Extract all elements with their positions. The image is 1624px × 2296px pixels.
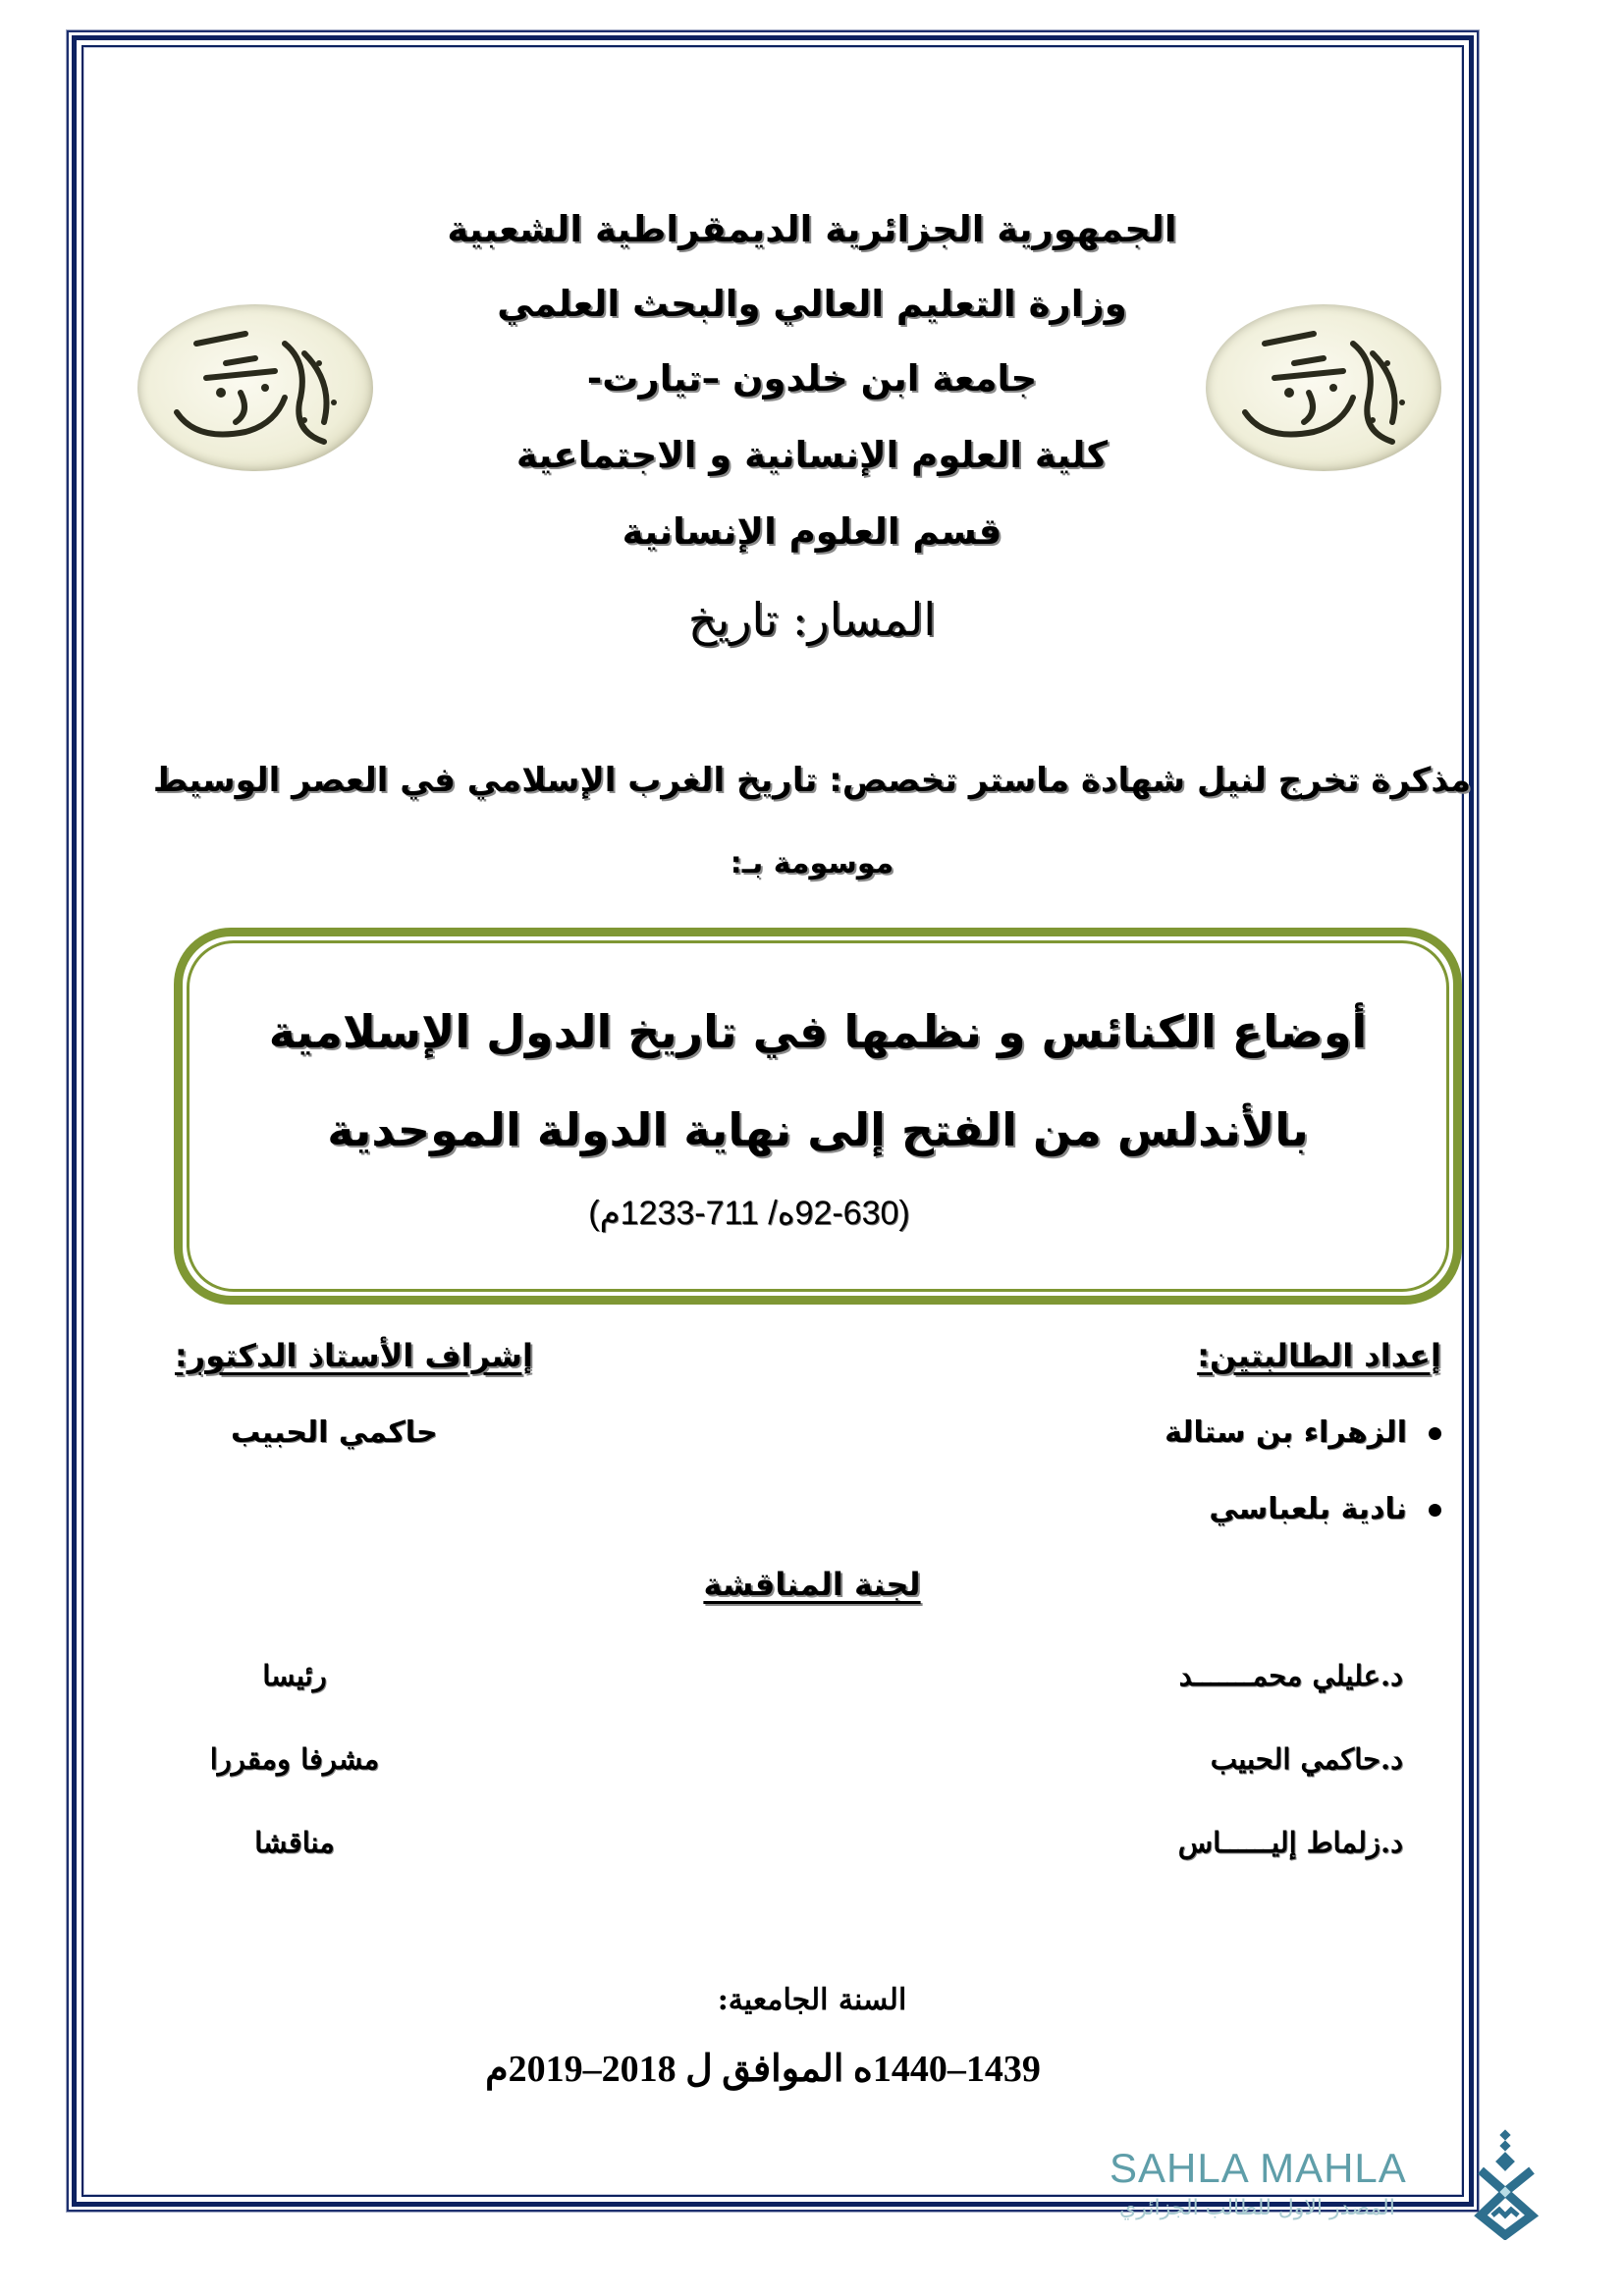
bullet-icon bbox=[1429, 1427, 1441, 1440]
track-label: المسار: تاريخ bbox=[687, 593, 937, 646]
student-name: نادية بلعباسي bbox=[1209, 1492, 1407, 1526]
department-name: قسم العلوم الإنسانية bbox=[622, 510, 1002, 553]
thesis-date-range: (92-630ه/ 711-1233م) bbox=[588, 1195, 910, 1232]
faculty-name: كلية العلوم الإنسانية و الاجتماعية bbox=[515, 434, 1109, 476]
student-item bbox=[1209, 1492, 1441, 1526]
bullet-icon bbox=[1429, 1504, 1441, 1517]
committee-member-name: د.زلماط إليــــــاس bbox=[1177, 1826, 1403, 1859]
degree-statement: مذكرة تخرج لنيل شهادة ماستر تخصص: تاريخ الغرب الإسلامي في العصر الوسيط bbox=[152, 761, 1472, 800]
academic-year-label: السنة الجامعية: bbox=[717, 1983, 907, 2017]
student-item bbox=[1164, 1415, 1441, 1450]
ministry-name: وزارة التعليم العالي والبحث العلمي bbox=[497, 283, 1127, 325]
committee-member-role: مشرفا ومقررا bbox=[209, 1742, 380, 1776]
thesis-title-line-1: أوضاع الكنائس و نظمها في تاريخ الدول الإسلامية bbox=[268, 1005, 1368, 1058]
thesis-title-line-2: بالأندلس من الفتح إلى نهاية الدولة الموحدية bbox=[327, 1103, 1309, 1156]
watermark-tagline: المصدر الاول للطالب الجزائري bbox=[1119, 2196, 1395, 2220]
sahla-mahla-logo-icon bbox=[1473, 2127, 1542, 2240]
supervisor-name: حاكمي الحبيب bbox=[231, 1415, 438, 1450]
committee-member-name: د.عليلي محمـــــــد bbox=[1178, 1659, 1403, 1692]
committee-heading-text: لجنة المناقشة bbox=[703, 1566, 921, 1603]
thesis-title-box bbox=[174, 928, 1462, 1305]
committee-member-role: مناقشا bbox=[254, 1826, 335, 1859]
students-heading: إعداد الطالبتين: bbox=[1197, 1337, 1441, 1374]
titled-label: موسومة بـ: bbox=[730, 846, 894, 881]
committee-member-name: د.حاكمي الحبيب bbox=[1210, 1742, 1403, 1776]
country-name: الجمهورية الجزائرية الديمقراطية الشعبية bbox=[447, 208, 1177, 250]
student-name: الزهراء بن ستالة bbox=[1164, 1415, 1407, 1450]
academic-year-value: 1439–1440ه الموافق ل 2018–2019م bbox=[485, 2049, 1041, 2090]
supervisor-heading: إشراف الأستاذ الدكتور: bbox=[175, 1337, 533, 1374]
committee-member-role: رئيسا bbox=[262, 1659, 327, 1692]
university-name: جامعة ابن خلدون –تيارت- bbox=[586, 357, 1038, 400]
watermark-brand: SAHLA MAHLA bbox=[1110, 2145, 1407, 2191]
committee-heading bbox=[0, 1566, 1624, 1603]
watermark bbox=[1100, 2145, 1532, 2238]
